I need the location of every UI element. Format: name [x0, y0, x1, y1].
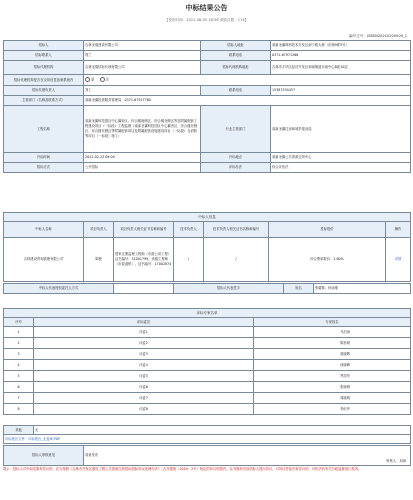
value-agency-head: 刘工	[84, 86, 201, 96]
value-industry-dept: 高新圣翼住房和城乡建设局	[271, 106, 411, 153]
winner-pm-cert: 国家注册监理工程师（市政公用工程）证书编号：31001799，高级工程师（市政道桥），证书编号：17002874	[114, 238, 174, 282]
value-open-place: 高新圣翼公共资源交易中心	[271, 153, 411, 163]
winner-tech-cert: /	[204, 238, 269, 282]
radio-no[interactable]	[100, 77, 105, 82]
label-supervisor: 主管部门（名称及联系方式）	[4, 96, 84, 106]
expert-row-no: 3	[4, 349, 34, 360]
header-pm-cert: 项目负责人相关证书名称和编号	[114, 222, 174, 238]
expert-row	[4, 371, 411, 382]
value-tenderer-address: 高新圣翼林科技术开发区南宁路大厦（东侧9栋5号）	[271, 41, 411, 51]
experts-table	[3, 308, 411, 415]
value-agency-address: 吉林市丰华区经济开发区和南街道东南中心B座10层	[271, 61, 411, 75]
winner-table	[3, 212, 411, 282]
expert-row-no: 1	[4, 327, 34, 338]
experts-section-title: 评标专家名单	[4, 309, 411, 318]
value-supervisor: 高新圣翼投资服务管理局：0371-67917760	[84, 96, 411, 106]
label-other: 其他	[4, 426, 34, 435]
label-tenderer-address: 招标人地址	[201, 41, 271, 51]
document-code: 编号文号：JSBSN20210200009_1	[349, 34, 407, 38]
reviewer-signature: 审核人：刘涛	[386, 459, 406, 463]
expert-row-item: 评委8	[34, 404, 254, 415]
representative-table	[3, 283, 411, 294]
expert-row	[4, 404, 411, 415]
agency-registered-options	[84, 75, 411, 86]
expert-row-item: 评委2	[34, 338, 254, 349]
winner-tech: /	[174, 238, 204, 282]
expert-row	[4, 327, 411, 338]
label-tenderer: 招标人	[4, 41, 84, 51]
label-rep-method: 中标人代表授权委托人方式	[4, 284, 114, 294]
bottom-table	[3, 425, 411, 444]
value-rep-method	[114, 284, 174, 294]
expert-row	[4, 382, 411, 393]
header-bid-price: 投标报价	[269, 222, 386, 238]
label-agency: 招标代理机构	[4, 61, 84, 75]
page-title: 中标结果公告	[185, 4, 228, 12]
expert-row-name: 罗清华	[254, 371, 411, 382]
header-winner-name: 中标人名称	[4, 222, 84, 238]
label-open-time: 开标时间	[4, 153, 84, 163]
label-contact-phone: 联系电话	[201, 51, 271, 61]
expert-row-name: 李纪华	[254, 404, 411, 415]
label-agency-head-phone: 联系电话	[201, 86, 271, 96]
header-project-manager: 项目负责人	[84, 222, 114, 238]
expert-row-item: 评委5	[34, 371, 254, 382]
label-project-name: 工程名称	[4, 106, 84, 153]
header-operation: 操作	[386, 222, 411, 238]
expert-row-no: 4	[4, 360, 34, 371]
value-contact: 郑兰	[84, 51, 201, 61]
value-other: 无	[34, 426, 411, 435]
label-rep-sign: 招标人代表签字	[174, 284, 284, 294]
expert-row	[4, 393, 411, 404]
value-open-time: 2021-02-23 09:00	[84, 153, 201, 163]
expert-row	[4, 349, 411, 360]
winner-name: 吉林建设咨询管理有限公司	[4, 238, 84, 282]
notice-footnote: 提示：投标人对中标结果有异议的，应当按照《吉林市开发区建设工程公共资源交易招标投标异议处理办法》（吉开建规〔2019〕2号）规定的异议时限内，以书面形式向招标人提出异议，对异议答复仍有异议的，可依法向有关行政监督部门投诉。	[3, 467, 362, 471]
winner-pm: 陈俊	[84, 238, 114, 282]
label-open-place: 开标地点	[201, 153, 271, 163]
expert-row	[4, 338, 411, 349]
header-no: 序号	[4, 318, 34, 327]
review-table	[3, 445, 411, 466]
expert-row-item: 评委3	[34, 349, 254, 360]
label-contact: 招标联系人	[4, 51, 84, 61]
expert-row-name: 陈松明	[254, 338, 411, 349]
label-agency-registered: 招标代理机构是否在交易信息备案系统内	[4, 75, 84, 86]
label-agency-head: 招标代理负责人	[4, 86, 84, 96]
expert-row-item: 评委4	[34, 360, 254, 371]
expert-row-no: 7	[4, 393, 34, 404]
value-contact-phone: 0371-67971266	[271, 51, 411, 61]
review-cell	[84, 446, 411, 466]
expert-row-item: 评委1	[34, 327, 254, 338]
info-table	[3, 40, 411, 173]
header-committee: 评标委员	[34, 318, 254, 327]
expert-row-no: 8	[4, 404, 34, 415]
publish-meta: 【发布时间：2021-08-05 16:56 浏览次数：174】	[164, 18, 249, 22]
label-rep-name: 姓名	[284, 284, 314, 294]
label-agency-address: 招标代理机构地址	[201, 61, 271, 75]
header-tech-lead: 技术负责人	[174, 222, 204, 238]
label-tender-method: 招标方式	[4, 163, 84, 173]
expert-row-no: 6	[4, 382, 34, 393]
radio-no-label: 否	[105, 77, 109, 82]
detail-link[interactable]: 详情	[386, 238, 411, 282]
expert-row-name: 周晓明	[254, 393, 411, 404]
value-tender-method: 公开招标	[84, 163, 201, 173]
value-tenderer: 吉林圣瑞建设有限公司	[84, 41, 201, 51]
radio-yes-label: 是	[91, 77, 95, 82]
expert-row-name: 张晓明	[254, 382, 411, 393]
winner-section-title: 中标人信息	[4, 213, 411, 222]
value-review: 同意发布	[85, 453, 99, 457]
expert-row-name: 周晓辉	[254, 349, 411, 360]
expert-row-no: 5	[4, 371, 34, 382]
expert-row-no: 2	[4, 338, 34, 349]
expert-row-item: 评委7	[34, 393, 254, 404]
label-industry-dept: 行业主管部门	[201, 106, 271, 153]
label-review: 招标人审核意见	[4, 446, 84, 466]
header-expert-name: 专家姓名	[254, 318, 411, 327]
header-tech-cert: 技术负责人相关证书名称和编号	[204, 222, 269, 238]
winner-price: 综合费率报价：1.60%	[269, 238, 386, 282]
expert-row-item: 评委6	[34, 382, 254, 393]
expert-row-name: 马泊涛	[254, 327, 411, 338]
expert-row-name: 何晓峰	[254, 360, 411, 371]
expert-row	[4, 360, 411, 371]
value-agency: 吉林圣瑞招标代理有限公司	[84, 61, 201, 75]
value-agency-head-phone: 15387534457	[271, 86, 411, 96]
radio-yes[interactable]	[85, 77, 90, 82]
value-rep-name: 张耀林、杨添强	[314, 284, 411, 294]
report-attachment-link[interactable]: 评标报告文件：评标报告_无盖章.PDF	[4, 435, 411, 444]
label-eval-method: 评标办法	[201, 163, 271, 173]
value-project-name: 高新圣翼科技园区中心翼舍区、综合楼南侧区、综合楼北侧区等及附属配套工程建设项目（一标段）工程监理（南部圣翼科技园区中心翼舍区、综合楼北侧区、综合楼北侧区等附属配套项目及附属配套设施建设项目（一标段）含消防等项目（一标段）施工）	[84, 106, 201, 153]
value-eval-method: 综合评估法	[271, 163, 411, 173]
